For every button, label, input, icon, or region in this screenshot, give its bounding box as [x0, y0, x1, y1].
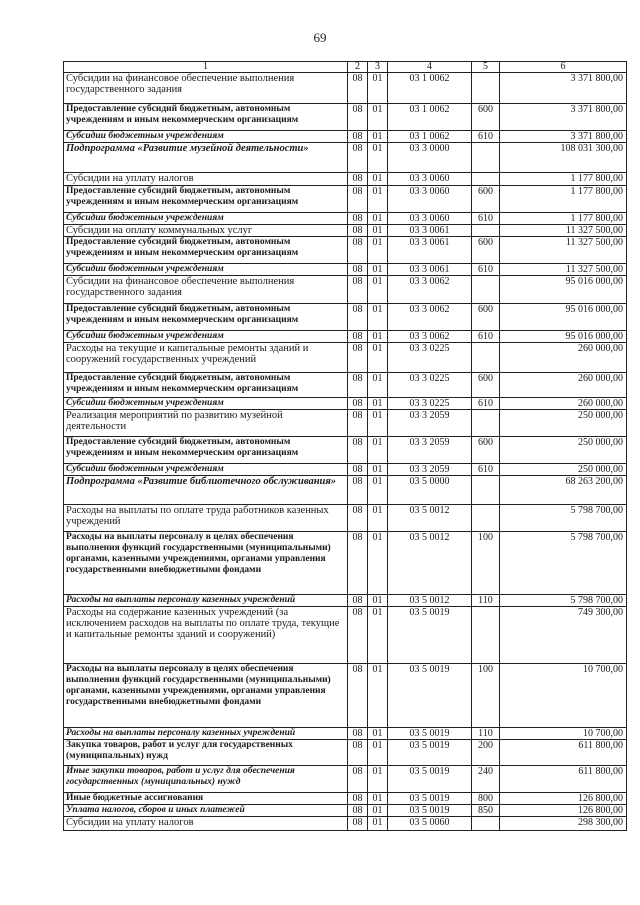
table-row: [64, 437, 627, 464]
row-name-cell: Субсидии бюджетным учреждениям: [64, 398, 348, 410]
amount-cell: 68 263 200,00: [500, 476, 627, 505]
table-row: [64, 213, 627, 225]
expense-type-code-cell: 110: [472, 595, 500, 607]
expense-type-code-cell: 600: [472, 237, 500, 264]
row-name-cell: Предоставление субсидий бюджетным, автономным учреждениям и иным некоммерческим организациям: [64, 437, 348, 464]
subsection-code-cell: 01: [368, 104, 388, 131]
subsection-code-cell: 01: [368, 766, 388, 793]
section-code-cell: 08: [348, 817, 368, 831]
page-number: 69: [313, 30, 327, 45]
section-code-cell: 08: [348, 476, 368, 505]
expense-type-code-cell: 610: [472, 213, 500, 225]
section-code-cell: 08: [348, 173, 368, 186]
target-item-code-cell: 03 3 0062: [388, 331, 472, 343]
table-row: [64, 304, 627, 331]
row-name-cell: Расходы на выплаты персоналу в целях обеспечения выполнения функций государственными (муниципальными) органами, казенными учреждениями, органами управления государственными внебюджетными фондами: [64, 532, 348, 595]
expense-type-code-cell: 100: [472, 532, 500, 595]
amount-cell: 3 371 800,00: [500, 104, 627, 131]
target-item-code-cell: 03 3 0225: [388, 343, 472, 373]
table-row: [64, 595, 627, 607]
expense-type-code-cell: [472, 143, 500, 173]
amount-cell: 95 016 000,00: [500, 331, 627, 343]
subsection-code-cell: 01: [368, 664, 388, 728]
target-item-code-cell: 03 5 0000: [388, 476, 472, 505]
table-row: [64, 476, 627, 505]
table-row: [64, 373, 627, 398]
expense-type-code-cell: 200: [472, 740, 500, 766]
expense-type-code-cell: 850: [472, 805, 500, 817]
subsection-code-cell: 01: [368, 343, 388, 373]
row-name-cell: Расходы на текущие и капитальные ремонты зданий и сооружений государственных учреждений: [64, 343, 348, 373]
row-name-cell: Субсидии на уплату налогов: [64, 817, 348, 831]
row-name-cell: Предоставление субсидий бюджетным, автономным учреждениям и иным некоммерческим организациям: [64, 304, 348, 331]
target-item-code-cell: 03 3 2059: [388, 437, 472, 464]
section-code-cell: 08: [348, 104, 368, 131]
expense-type-code-cell: 600: [472, 104, 500, 131]
column-header: 6: [500, 62, 627, 73]
section-code-cell: 08: [348, 437, 368, 464]
expense-type-code-cell: 610: [472, 131, 500, 143]
budget-table: [63, 61, 627, 831]
subsection-code-cell: 01: [368, 304, 388, 331]
target-item-code-cell: 03 5 0012: [388, 505, 472, 532]
amount-cell: 5 798 700,00: [500, 532, 627, 595]
subsection-code-cell: 01: [368, 740, 388, 766]
expense-type-code-cell: [472, 276, 500, 304]
row-name-cell: Субсидии бюджетным учреждениям: [64, 331, 348, 343]
table-row: [64, 398, 627, 410]
expense-type-code-cell: 600: [472, 304, 500, 331]
row-name-cell: Предоставление субсидий бюджетным, автономным учреждениям и иным некоммерческим организациям: [64, 373, 348, 398]
row-name-cell: Подпрограмма «Развитие музейной деятельности»: [64, 143, 348, 173]
amount-cell: 126 800,00: [500, 793, 627, 805]
expense-type-code-cell: [472, 343, 500, 373]
target-item-code-cell: 03 5 0019: [388, 805, 472, 817]
row-name-cell: Уплата налогов, сборов и иных платежей: [64, 805, 348, 817]
expense-type-code-cell: 100: [472, 664, 500, 728]
row-name-cell: Закупка товаров, работ и услуг для государственных (муниципальных) нужд: [64, 740, 348, 766]
subsection-code-cell: 01: [368, 793, 388, 805]
subsection-code-cell: 01: [368, 728, 388, 740]
target-item-code-cell: 03 3 0062: [388, 304, 472, 331]
section-code-cell: 08: [348, 73, 368, 104]
target-item-code-cell: 03 5 0012: [388, 532, 472, 595]
section-code-cell: 08: [348, 595, 368, 607]
amount-cell: 5 798 700,00: [500, 595, 627, 607]
target-item-code-cell: 03 5 0019: [388, 740, 472, 766]
table-row: [64, 173, 627, 186]
table-row: [64, 73, 627, 104]
section-code-cell: 08: [348, 343, 368, 373]
section-code-cell: 08: [348, 398, 368, 410]
subsection-code-cell: 01: [368, 373, 388, 398]
target-item-code-cell: 03 3 0060: [388, 213, 472, 225]
row-name-cell: Предоставление субсидий бюджетным, автономным учреждениям и иным некоммерческим организациям: [64, 186, 348, 213]
table-row: [64, 331, 627, 343]
amount-cell: 250 000,00: [500, 410, 627, 437]
column-header: 3: [368, 62, 388, 73]
table-row: [64, 793, 627, 805]
row-name-cell: Субсидии на уплату налогов: [64, 173, 348, 186]
target-item-code-cell: 03 5 0012: [388, 595, 472, 607]
row-name-cell: Расходы на выплаты персоналу казенных учреждений: [64, 595, 348, 607]
row-name-cell: Расходы на выплаты по оплате труда работников казенных учреждений: [64, 505, 348, 532]
section-code-cell: 08: [348, 410, 368, 437]
expense-type-code-cell: 610: [472, 464, 500, 476]
table-row: [64, 104, 627, 131]
subsection-code-cell: 01: [368, 225, 388, 237]
target-item-code-cell: 03 5 0019: [388, 728, 472, 740]
amount-cell: 10 700,00: [500, 664, 627, 728]
amount-cell: 95 016 000,00: [500, 304, 627, 331]
subsection-code-cell: 01: [368, 143, 388, 173]
column-header: 1: [64, 62, 348, 73]
table-row: [64, 505, 627, 532]
target-item-code-cell: 03 3 0000: [388, 143, 472, 173]
section-code-cell: 08: [348, 264, 368, 276]
target-item-code-cell: 03 3 0060: [388, 173, 472, 186]
subsection-code-cell: 01: [368, 607, 388, 664]
target-item-code-cell: 03 1 0062: [388, 131, 472, 143]
expense-type-code-cell: 600: [472, 373, 500, 398]
column-header: 2: [348, 62, 368, 73]
table-row: [64, 410, 627, 437]
column-header: 5: [472, 62, 500, 73]
amount-cell: 3 371 800,00: [500, 73, 627, 104]
row-name-cell: Субсидии бюджетным учреждениям: [64, 131, 348, 143]
subsection-code-cell: 01: [368, 73, 388, 104]
section-code-cell: 08: [348, 664, 368, 728]
section-code-cell: 08: [348, 276, 368, 304]
subsection-code-cell: 01: [368, 237, 388, 264]
expense-type-code-cell: [472, 173, 500, 186]
table-row: [64, 343, 627, 373]
expense-type-code-cell: 610: [472, 331, 500, 343]
table-row: [64, 264, 627, 276]
row-name-cell: Расходы на содержание казенных учреждений (за исключением расходов на выплаты по оплате труда, текущие и капитальные ремонты зданий и сооружений): [64, 607, 348, 664]
subsection-code-cell: 01: [368, 173, 388, 186]
target-item-code-cell: 03 5 0019: [388, 793, 472, 805]
target-item-code-cell: 03 3 0062: [388, 276, 472, 304]
subsection-code-cell: 01: [368, 186, 388, 213]
amount-cell: 3 371 800,00: [500, 131, 627, 143]
expense-type-code-cell: [472, 476, 500, 505]
expense-type-code-cell: 110: [472, 728, 500, 740]
row-name-cell: Субсидии бюджетным учреждениям: [64, 264, 348, 276]
row-name-cell: Субсидии бюджетным учреждениям: [64, 464, 348, 476]
expense-type-code-cell: 600: [472, 186, 500, 213]
table-row: [64, 276, 627, 304]
target-item-code-cell: 03 5 0060: [388, 817, 472, 831]
section-code-cell: 08: [348, 607, 368, 664]
table-row: [64, 728, 627, 740]
section-code-cell: 08: [348, 740, 368, 766]
amount-cell: 11 327 500,00: [500, 237, 627, 264]
subsection-code-cell: 01: [368, 398, 388, 410]
row-name-cell: Субсидии бюджетным учреждениям: [64, 213, 348, 225]
column-header: 4: [388, 62, 472, 73]
subsection-code-cell: 01: [368, 213, 388, 225]
amount-cell: 10 700,00: [500, 728, 627, 740]
target-item-code-cell: 03 3 0225: [388, 373, 472, 398]
row-name-cell: Предоставление субсидий бюджетным, автономным учреждениям и иным некоммерческим организациям: [64, 237, 348, 264]
amount-cell: 749 300,00: [500, 607, 627, 664]
expense-type-code-cell: [472, 817, 500, 831]
row-name-cell: Субсидии на оплату коммунальных услуг: [64, 225, 348, 237]
table-header-row: [64, 62, 627, 73]
table-row: [64, 607, 627, 664]
section-code-cell: 08: [348, 213, 368, 225]
expense-type-code-cell: 600: [472, 437, 500, 464]
row-name-cell: Реализация мероприятий по развитию музейной деятельности: [64, 410, 348, 437]
subsection-code-cell: 01: [368, 331, 388, 343]
subsection-code-cell: 01: [368, 817, 388, 831]
expense-type-code-cell: 240: [472, 766, 500, 793]
expense-type-code-cell: 800: [472, 793, 500, 805]
target-item-code-cell: 03 3 2059: [388, 464, 472, 476]
section-code-cell: 08: [348, 237, 368, 264]
target-item-code-cell: 03 3 0061: [388, 237, 472, 264]
section-code-cell: 08: [348, 505, 368, 532]
target-item-code-cell: 03 5 0019: [388, 664, 472, 728]
amount-cell: 260 000,00: [500, 398, 627, 410]
table-row: [64, 131, 627, 143]
section-code-cell: 08: [348, 728, 368, 740]
target-item-code-cell: 03 5 0019: [388, 766, 472, 793]
subsection-code-cell: 01: [368, 532, 388, 595]
section-code-cell: 08: [348, 373, 368, 398]
section-code-cell: 08: [348, 805, 368, 817]
table-row: [64, 664, 627, 728]
table-row: [64, 143, 627, 173]
subsection-code-cell: 01: [368, 464, 388, 476]
table-row: [64, 766, 627, 793]
section-code-cell: 08: [348, 304, 368, 331]
amount-cell: 126 800,00: [500, 805, 627, 817]
table-row: [64, 225, 627, 237]
section-code-cell: 08: [348, 143, 368, 173]
target-item-code-cell: 03 5 0019: [388, 607, 472, 664]
amount-cell: 611 800,00: [500, 766, 627, 793]
amount-cell: 5 798 700,00: [500, 505, 627, 532]
expense-type-code-cell: 610: [472, 398, 500, 410]
amount-cell: 1 177 800,00: [500, 213, 627, 225]
target-item-code-cell: 03 3 2059: [388, 410, 472, 437]
section-code-cell: 08: [348, 464, 368, 476]
subsection-code-cell: 01: [368, 805, 388, 817]
expense-type-code-cell: [472, 505, 500, 532]
target-item-code-cell: 03 1 0062: [388, 73, 472, 104]
amount-cell: 260 000,00: [500, 373, 627, 398]
row-name-cell: Субсидии на финансовое обеспечение выполнения государственного задания: [64, 276, 348, 304]
amount-cell: 11 327 500,00: [500, 225, 627, 237]
section-code-cell: 08: [348, 532, 368, 595]
row-name-cell: Расходы на выплаты персоналу казенных учреждений: [64, 728, 348, 740]
table-row: [64, 186, 627, 213]
subsection-code-cell: 01: [368, 505, 388, 532]
target-item-code-cell: 03 3 0061: [388, 225, 472, 237]
subsection-code-cell: 01: [368, 410, 388, 437]
amount-cell: 260 000,00: [500, 343, 627, 373]
subsection-code-cell: 01: [368, 264, 388, 276]
amount-cell: 108 031 300,00: [500, 143, 627, 173]
amount-cell: 250 000,00: [500, 464, 627, 476]
table-row: [64, 464, 627, 476]
amount-cell: 611 800,00: [500, 740, 627, 766]
section-code-cell: 08: [348, 766, 368, 793]
row-name-cell: Предоставление субсидий бюджетным, автономным учреждениям и иным некоммерческим организациям: [64, 104, 348, 131]
expense-type-code-cell: [472, 225, 500, 237]
subsection-code-cell: 01: [368, 595, 388, 607]
section-code-cell: 08: [348, 793, 368, 805]
amount-cell: 11 327 500,00: [500, 264, 627, 276]
row-name-cell: Субсидии на финансовое обеспечение выполнения государственного задания: [64, 73, 348, 104]
expense-type-code-cell: [472, 410, 500, 437]
subsection-code-cell: 01: [368, 276, 388, 304]
expense-type-code-cell: 610: [472, 264, 500, 276]
amount-cell: 298 300,00: [500, 817, 627, 831]
row-name-cell: Расходы на выплаты персоналу в целях обеспечения выполнения функций государственными (муниципальными) органами, казенными учреждениями, органами управления государственными внебюджетными фондами: [64, 664, 348, 728]
row-name-cell: Подпрограмма «Развитие библиотечного обслуживания»: [64, 476, 348, 505]
amount-cell: 250 000,00: [500, 437, 627, 464]
row-name-cell: Иные бюджетные ассигнования: [64, 793, 348, 805]
amount-cell: 1 177 800,00: [500, 173, 627, 186]
target-item-code-cell: 03 3 0061: [388, 264, 472, 276]
table-row: [64, 237, 627, 264]
row-name-cell: Иные закупки товаров, работ и услуг для обеспечения государственных (муниципальных) нужд: [64, 766, 348, 793]
section-code-cell: 08: [348, 186, 368, 213]
table-row: [64, 805, 627, 817]
subsection-code-cell: 01: [368, 476, 388, 505]
amount-cell: 1 177 800,00: [500, 186, 627, 213]
amount-cell: 95 016 000,00: [500, 276, 627, 304]
table-row: [64, 740, 627, 766]
target-item-code-cell: 03 3 0225: [388, 398, 472, 410]
section-code-cell: 08: [348, 225, 368, 237]
subsection-code-cell: 01: [368, 131, 388, 143]
target-item-code-cell: 03 3 0060: [388, 186, 472, 213]
table-row: [64, 817, 627, 831]
subsection-code-cell: 01: [368, 437, 388, 464]
expense-type-code-cell: [472, 73, 500, 104]
target-item-code-cell: 03 1 0062: [388, 104, 472, 131]
section-code-cell: 08: [348, 131, 368, 143]
expense-type-code-cell: [472, 607, 500, 664]
section-code-cell: 08: [348, 331, 368, 343]
table-row: [64, 532, 627, 595]
